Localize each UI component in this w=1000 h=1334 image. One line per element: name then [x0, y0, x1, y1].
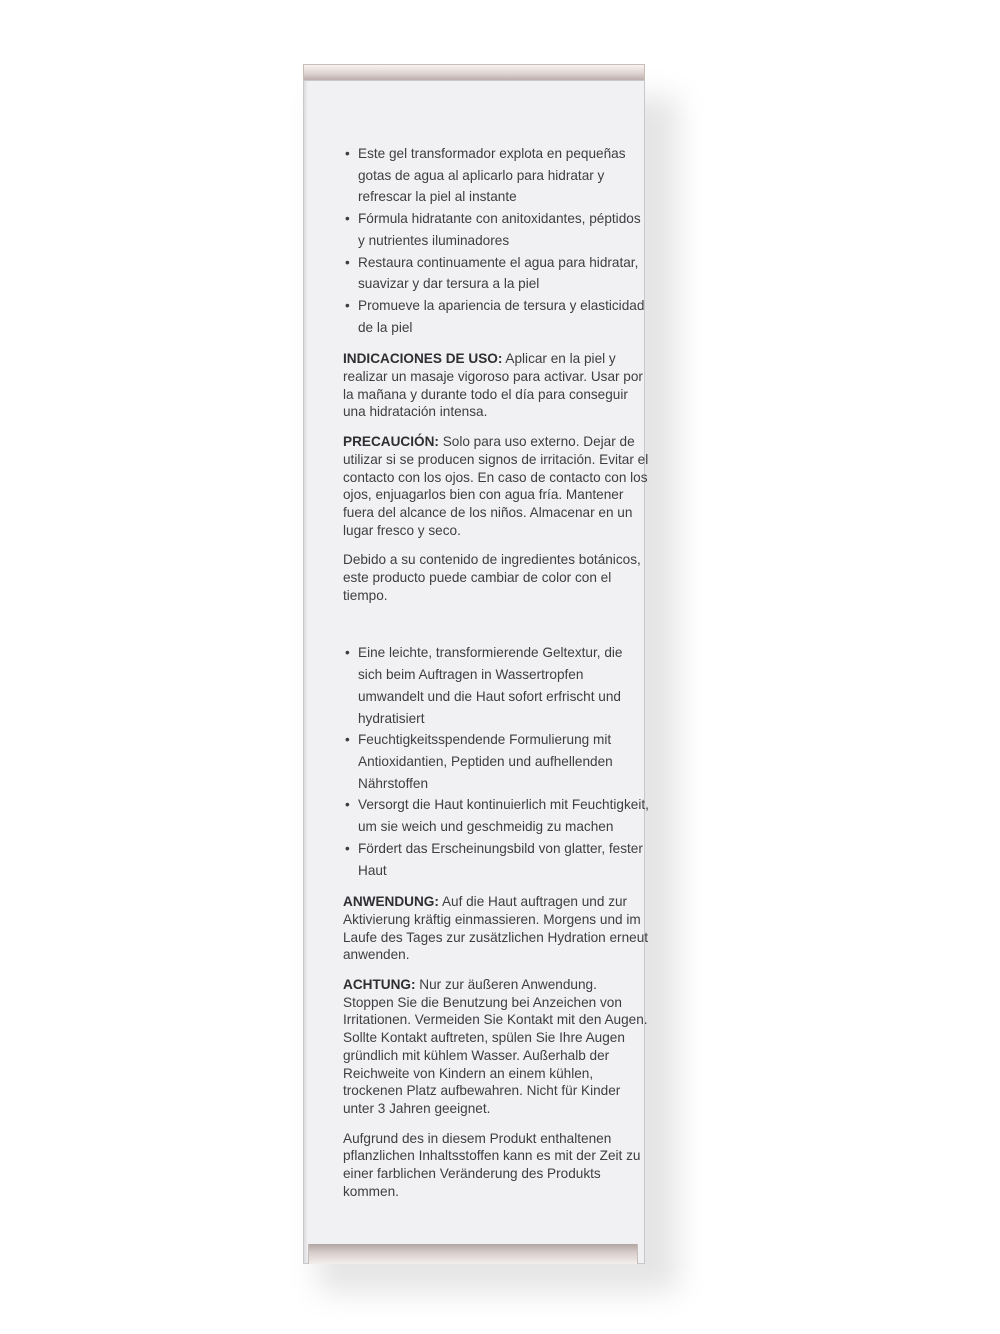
spanish-caution-text: Solo para uso externo. Dejar de utilizar si se producen signos de irritación. Evitar el contacto con los ojos. En caso de contacto con los ojos, enjuagarlos bien con agua fría. Mantener fuera del alcance de los niños. Almacenar en un lugar fresco y seco.	[343, 434, 649, 538]
list-item: • Restaura continuamente el agua para hidratar, suavizar y dar tersura a la piel	[343, 252, 649, 295]
german-caution-paragraph	[343, 976, 649, 1118]
german-usage-paragraph	[343, 893, 649, 964]
list-item: • Fördert das Erscheinungsbild von glatter, fester Haut	[343, 838, 649, 881]
list-item: • Este gel transformador explota en pequeñas gotas de agua al aplicarlo para hidratar y refrescar la piel al instante	[343, 143, 649, 208]
spanish-color-note: Debido a su contenido de ingredientes botánicos, este producto puede cambiar de color con el tiempo.	[343, 552, 641, 603]
german-usage-text: Auf die Haut auftragen und zur Aktivierung kräftig einmassieren. Morgens und im Laufe des Tages zur zusätzlichen Hydration erneut anwenden.	[343, 894, 649, 963]
box-bottom-rim	[308, 1244, 638, 1264]
box-text-panel	[343, 143, 649, 1200]
spanish-usage-paragraph	[343, 350, 649, 421]
spanish-usage-label: INDICACIONES DE USO:	[343, 351, 503, 367]
spanish-benefits-list	[343, 143, 649, 338]
german-caution-text: Nur zur äußeren Anwendung. Stoppen Sie die Benutzung bei Anzeichen von Irritationen. Vermeiden Sie Kontakt mit den Augen. Sollte Kontakt auftreten, spülen Sie Ihre Augen gründlich mit kühlem Wasser. Außerhalb der Reichweite von Kindern an einem kühlen, trockenen Platz aufbewahren. Nicht für Kinder unter 3 Jahren geeignet.	[343, 977, 648, 1116]
spanish-usage-text: Aplicar en la piel y realizar un masaje vigoroso para activar. Usar por la mañana y durante todo el día para conseguir una hidratación intensa.	[343, 351, 643, 420]
german-benefits-list	[343, 642, 649, 881]
german-usage-label: ANWENDUNG:	[343, 894, 439, 910]
box-left-edge	[304, 81, 308, 1263]
list-item: • Fórmula hidratante con anitoxidantes, péptidos y nutrientes iluminadores	[343, 208, 649, 251]
spanish-caution-label: PRECAUCIÓN:	[343, 434, 439, 450]
list-item: • Eine leichte, transformierende Geltextur, die sich beim Auftragen in Wassertropfen umwandelt und die Haut sofort erfrischt und hydratisiert	[343, 642, 649, 729]
spanish-caution-paragraph	[343, 433, 649, 539]
language-section-gap	[343, 604, 649, 642]
german-color-note: Aufgrund des in diesem Produkt enthaltenen pflanzlichen Inhaltsstoffen kann es mit der Zeit zu einer farblichen Veränderung des Produkts kommen.	[343, 1130, 641, 1199]
list-item: • Promueve la apariencia de tersura y elasticidad de la piel	[343, 295, 649, 338]
list-item: • Versorgt die Haut kontinuierlich mit Feuchtigkeit, um sie weich und geschmeidig zu machen	[343, 794, 649, 837]
german-caution-label: ACHTUNG:	[343, 977, 416, 993]
list-item: • Feuchtigkeitsspendende Formulierung mit Antioxidantien, Peptiden und aufhellenden Nährstoffen	[343, 729, 649, 794]
